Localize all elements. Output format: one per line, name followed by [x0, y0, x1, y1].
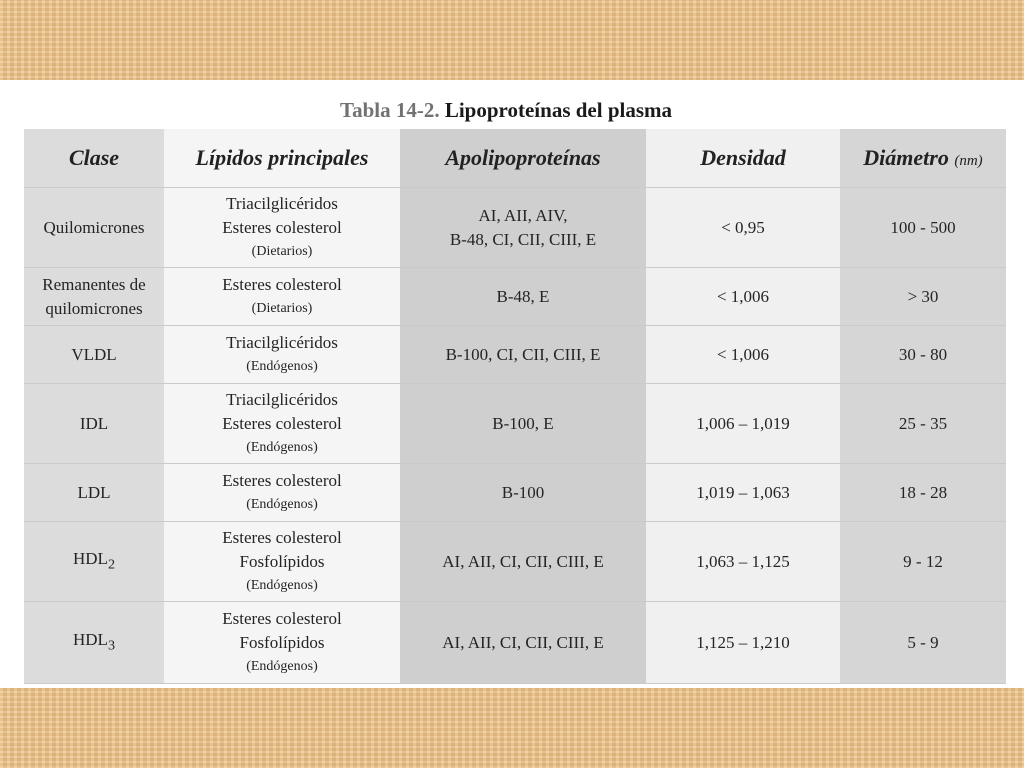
diametro-text: 18 - 28	[898, 482, 948, 502]
clase-text: VLDL	[71, 344, 117, 364]
cell-lipidos	[164, 326, 400, 384]
apo-text: B-100, CI, CII, CIII, E	[445, 344, 601, 364]
lipido-text: Esteres colesterol	[222, 413, 342, 433]
cell-diametro	[840, 384, 1006, 464]
lipido-text: Triacilglicéridos	[226, 332, 338, 352]
cell-clase	[24, 464, 164, 522]
lipido-origin-note: (Dietarios)	[251, 243, 313, 259]
cell-clase	[24, 602, 164, 684]
diametro-text: 100 - 500	[890, 217, 956, 237]
apo-text: B-100, E	[492, 413, 554, 433]
apo-text: AI, AII, CI, CII, CIII, E	[442, 551, 604, 571]
densidad-text: 1,125 – 1,210	[696, 632, 790, 652]
cell-apolipoproteinas	[400, 602, 646, 684]
lipido-origin-note: (Endógenos)	[246, 577, 318, 593]
cell-diametro	[840, 188, 1006, 268]
header-diametro-label: Diámetro	[863, 145, 949, 170]
diametro-text: 5 - 9	[907, 632, 939, 652]
table-row	[24, 602, 1006, 684]
apo-text: B-48, CI, CII, CIII, E	[449, 229, 597, 249]
cell-diametro	[840, 602, 1006, 684]
header-densidad: Densidad	[646, 129, 840, 188]
clase-text: quilomicrones	[45, 298, 143, 318]
cell-densidad	[646, 268, 840, 326]
cell-densidad	[646, 602, 840, 684]
cell-lipidos	[164, 188, 400, 268]
table-body	[24, 188, 1006, 684]
densidad-text: 1,063 – 1,125	[696, 551, 790, 571]
densidad-text: 1,019 – 1,063	[696, 482, 790, 502]
cell-apolipoproteinas	[400, 384, 646, 464]
cell-apolipoproteinas	[400, 464, 646, 522]
cell-densidad	[646, 188, 840, 268]
header-diametro	[840, 129, 1006, 188]
table-number-label: Tabla 14-2.	[340, 98, 440, 122]
lipido-text: Triacilglicéridos	[226, 193, 338, 213]
table-title-text: Lipoproteínas del plasma	[444, 98, 672, 122]
lipoprotein-table	[24, 129, 1006, 684]
slide-page	[0, 80, 1024, 688]
clase-text: IDL	[79, 413, 109, 433]
table-row	[24, 522, 1006, 602]
clase-text: Quilomicrones	[43, 217, 145, 237]
diametro-text: > 30	[907, 286, 939, 306]
lipido-text: Fosfolípidos	[239, 632, 325, 652]
apo-text: B-48, E	[496, 286, 550, 306]
clase-subscript: 2	[107, 556, 116, 573]
cell-densidad	[646, 326, 840, 384]
cell-densidad	[646, 384, 840, 464]
cell-lipidos	[164, 268, 400, 326]
cell-diametro	[840, 326, 1006, 384]
cell-lipidos	[164, 602, 400, 684]
clase-text: HDL	[72, 629, 108, 649]
table-row	[24, 188, 1006, 268]
lipido-text: Esteres colesterol	[222, 608, 342, 628]
cell-clase	[24, 384, 164, 464]
diametro-text: 30 - 80	[898, 344, 948, 364]
lipido-text: Esteres colesterol	[222, 470, 342, 490]
diametro-text: 9 - 12	[903, 551, 943, 571]
diametro-text: 25 - 35	[898, 413, 948, 433]
cell-clase	[24, 326, 164, 384]
clase-text: LDL	[77, 482, 111, 502]
apo-text: AI, AII, CI, CII, CIII, E	[442, 632, 604, 652]
cell-diametro	[840, 522, 1006, 602]
clase-subscript: 3	[107, 637, 116, 654]
cell-clase	[24, 268, 164, 326]
clase-text-group	[24, 547, 164, 576]
cell-clase	[24, 188, 164, 268]
cell-diametro	[840, 464, 1006, 522]
cell-apolipoproteinas	[400, 188, 646, 268]
cell-lipidos	[164, 522, 400, 602]
table-row	[24, 268, 1006, 326]
lipido-origin-note: (Endógenos)	[246, 658, 318, 674]
cell-diametro	[840, 268, 1006, 326]
densidad-text: < 0,95	[721, 217, 765, 237]
cell-clase	[24, 522, 164, 602]
clase-text: HDL	[72, 548, 108, 568]
header-apolipoproteinas: Apolipoproteínas	[400, 129, 646, 188]
clase-text: Remanentes de	[42, 274, 146, 294]
lipido-text: Esteres colesterol	[222, 527, 342, 547]
lipido-text: Esteres colesterol	[222, 274, 342, 294]
cell-densidad	[646, 522, 840, 602]
lipido-origin-note: (Endógenos)	[246, 496, 318, 512]
header-lipidos: Lípidos principales	[164, 129, 400, 188]
densidad-text: 1,006 – 1,019	[696, 413, 790, 433]
densidad-text: < 1,006	[716, 344, 770, 364]
header-diametro-unit: (nm)	[954, 153, 983, 169]
lipido-text: Esteres colesterol	[222, 217, 342, 237]
header-clase: Clase	[24, 129, 164, 188]
table-row	[24, 464, 1006, 522]
clase-text-group	[24, 628, 164, 657]
lipido-text: Fosfolípidos	[239, 551, 325, 571]
cell-densidad	[646, 464, 840, 522]
table-row	[24, 384, 1006, 464]
cell-lipidos	[164, 464, 400, 522]
table-row	[24, 326, 1006, 384]
lipido-origin-note: (Endógenos)	[246, 358, 318, 374]
cell-lipidos	[164, 384, 400, 464]
cell-apolipoproteinas	[400, 268, 646, 326]
densidad-text: < 1,006	[716, 286, 770, 306]
apo-text: B-100	[501, 482, 545, 502]
apo-text: AI, AII, AIV,	[478, 205, 568, 225]
lipido-text: Triacilglicéridos	[226, 389, 338, 409]
lipido-origin-note: (Dietarios)	[251, 300, 313, 316]
cell-apolipoproteinas	[400, 522, 646, 602]
cell-apolipoproteinas	[400, 326, 646, 384]
lipido-origin-note: (Endógenos)	[246, 439, 318, 455]
header-row	[24, 129, 1006, 188]
table-title	[340, 98, 672, 123]
bottom-background	[0, 688, 1024, 768]
